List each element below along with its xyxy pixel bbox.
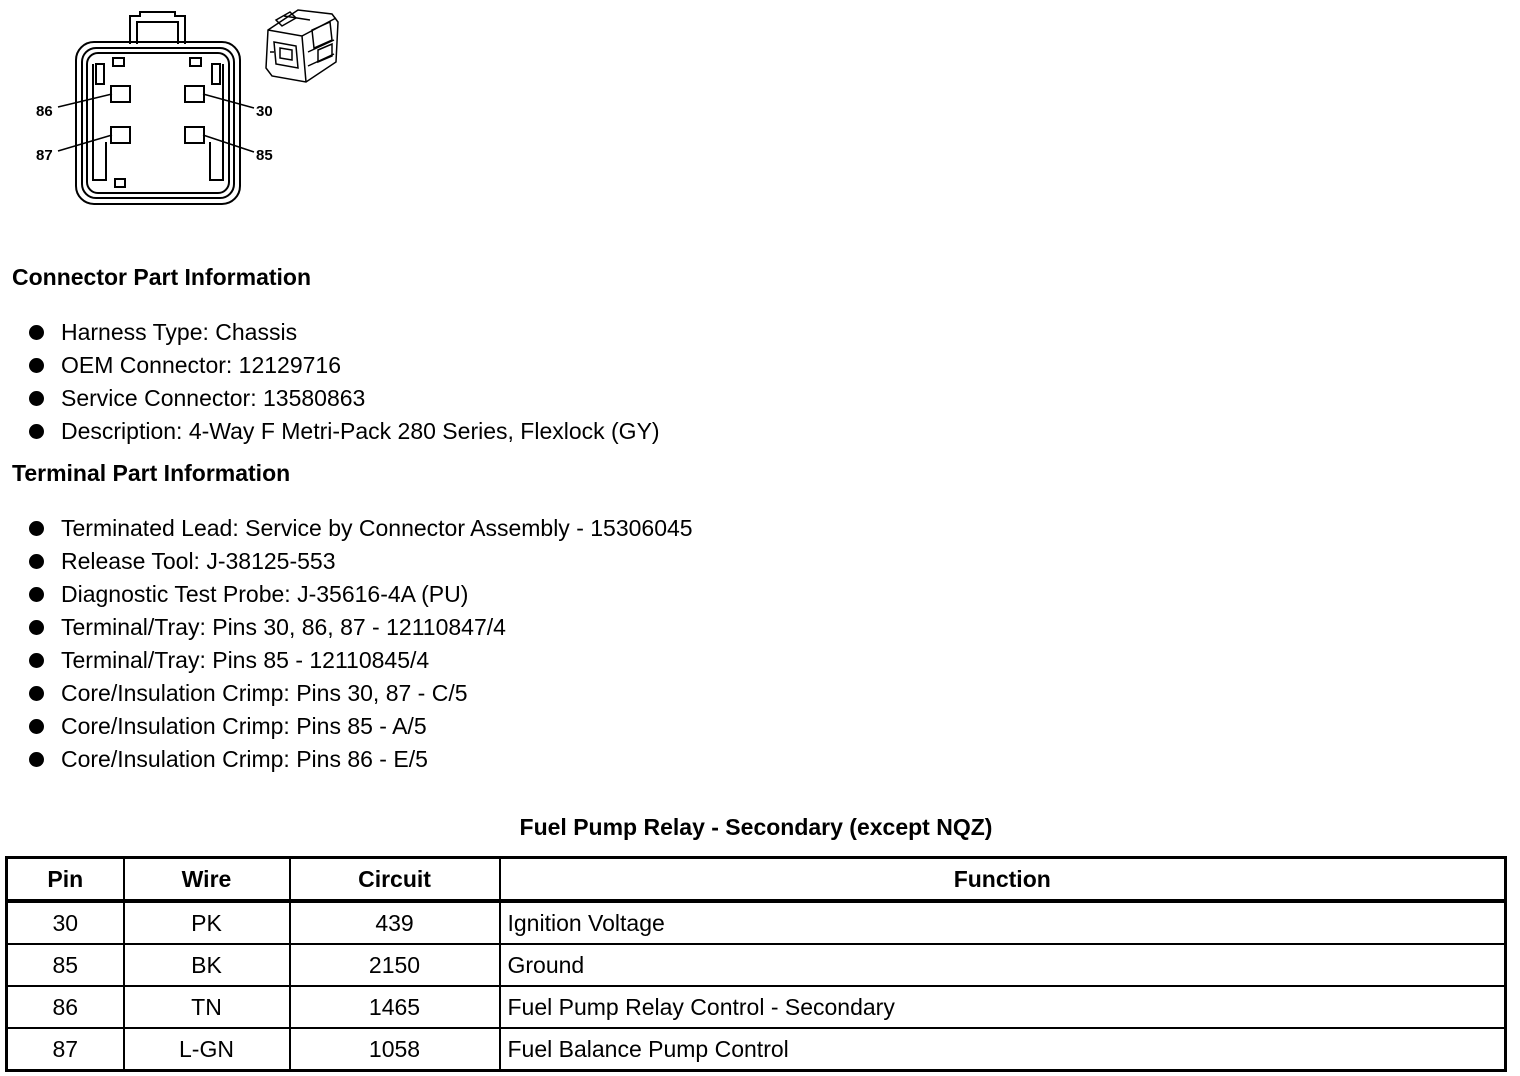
cavity-87: [111, 127, 130, 143]
list-item: Description: 4-Way F Metri-Pack 280 Series, Flexlock (GY): [28, 415, 660, 448]
pin-label-86: 86: [36, 103, 53, 120]
header-function: Function: [500, 858, 1506, 902]
bullet-icon: [29, 325, 44, 340]
terminal-part-info-list: [28, 512, 693, 776]
cell-circuit: 2150: [290, 944, 500, 986]
table-title: Fuel Pump Relay - Secondary (except NQZ): [519, 814, 993, 840]
connector-part-info-list: [28, 316, 660, 448]
table-header-row: [7, 858, 1506, 902]
list-item: Harness Type: Chassis: [28, 316, 660, 349]
cell-pin: 30: [7, 901, 124, 944]
cell-wire: BK: [124, 944, 290, 986]
terminal-part-info-heading: Terminal Part Information: [12, 460, 291, 486]
bullet-icon: [29, 554, 44, 569]
cell-wire: PK: [124, 901, 290, 944]
table-row: [7, 1028, 1506, 1071]
table-row: [7, 944, 1506, 986]
pin-label-87: 87: [36, 147, 53, 164]
pin-label-30: 30: [256, 103, 273, 120]
bullet-icon: [29, 587, 44, 602]
list-item: Core/Insulation Crimp: Pins 86 - E/5: [28, 743, 693, 776]
bullet-icon: [29, 653, 44, 668]
bullet-icon: [29, 424, 44, 439]
latch-tab: [130, 12, 185, 44]
table-row: [7, 901, 1506, 944]
cell-function: Fuel Balance Pump Control: [500, 1028, 1506, 1071]
cavity-85: [185, 127, 204, 143]
cavity-86: [111, 86, 130, 102]
header-circuit: Circuit: [290, 858, 500, 902]
cavity-30: [185, 86, 204, 102]
bullet-icon: [29, 391, 44, 406]
cell-pin: 86: [7, 986, 124, 1028]
cell-function: Ignition Voltage: [500, 901, 1506, 944]
table-row: [7, 986, 1506, 1028]
bullet-icon: [29, 358, 44, 373]
cell-wire: L-GN: [124, 1028, 290, 1071]
list-item: Diagnostic Test Probe: J-35616-4A (PU): [28, 578, 693, 611]
connector-diagram: [0, 0, 360, 215]
list-item: Core/Insulation Crimp: Pins 85 - A/5: [28, 710, 693, 743]
list-item: Terminated Lead: Service by Connector Assembly - 15306045: [28, 512, 693, 545]
cell-pin: 85: [7, 944, 124, 986]
pinout-table: [5, 856, 1507, 1072]
list-item: OEM Connector: 12129716: [28, 349, 660, 382]
cell-circuit: 439: [290, 901, 500, 944]
cell-circuit: 1058: [290, 1028, 500, 1071]
header-wire: Wire: [124, 858, 290, 902]
connector-3d-illustration: [266, 10, 338, 82]
header-pin: Pin: [7, 858, 124, 902]
list-item: Service Connector: 13580863: [28, 382, 660, 415]
list-item: Release Tool: J-38125-553: [28, 545, 693, 578]
bullet-icon: [29, 686, 44, 701]
list-item: Core/Insulation Crimp: Pins 30, 87 - C/5: [28, 677, 693, 710]
bullet-icon: [29, 719, 44, 734]
connector-part-info-heading: Connector Part Information: [12, 264, 312, 290]
cell-circuit: 1465: [290, 986, 500, 1028]
bullet-icon: [29, 752, 44, 767]
pin-label-85: 85: [256, 147, 273, 164]
cell-wire: TN: [124, 986, 290, 1028]
list-item: Terminal/Tray: Pins 85 - 12110845/4: [28, 644, 693, 677]
bullet-icon: [29, 620, 44, 635]
cell-function: Ground: [500, 944, 1506, 986]
cell-pin: 87: [7, 1028, 124, 1071]
cell-function: Fuel Pump Relay Control - Secondary: [500, 986, 1506, 1028]
list-item: Terminal/Tray: Pins 30, 86, 87 - 12110847/4: [28, 611, 693, 644]
bullet-icon: [29, 521, 44, 536]
